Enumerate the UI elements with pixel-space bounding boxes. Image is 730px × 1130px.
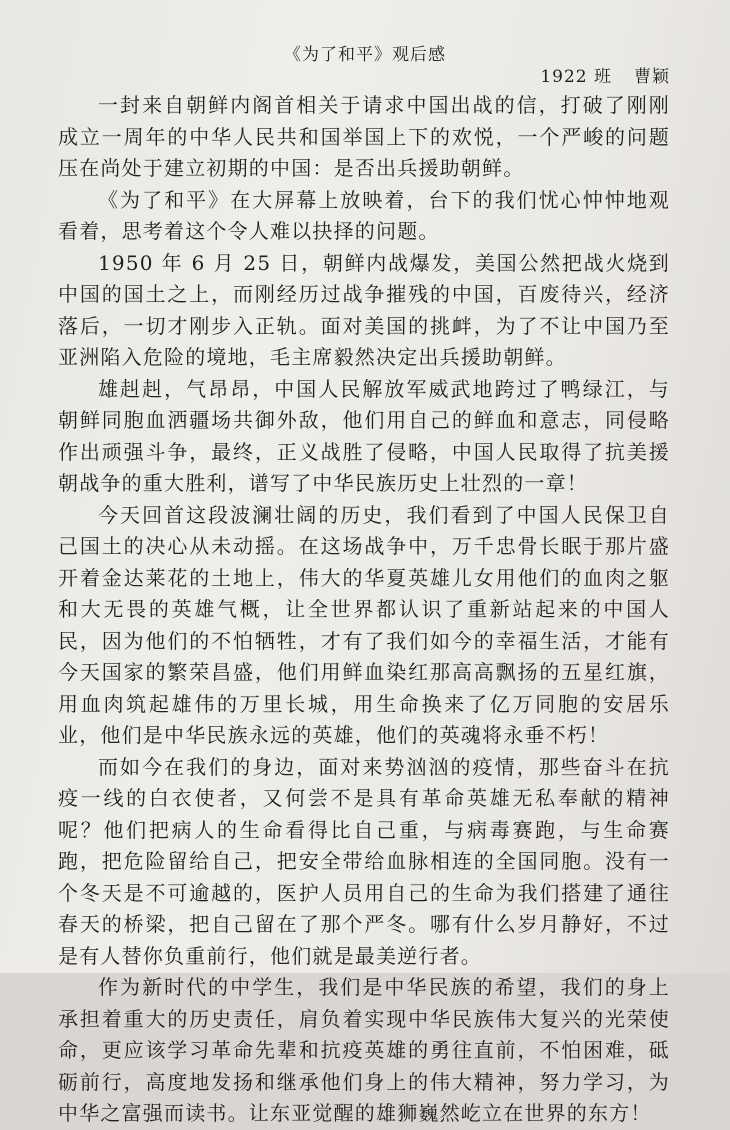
author-name: 曹颖 — [634, 67, 670, 87]
paragraph-6: 而如今在我们的身边，面对来势汹汹的疫情，那些奋斗在抗疫一线的白衣使者，又何尝不是具有革命英雄无私奉献的精神呢？他们把病人的生命看得比自己重，与病毒赛跑，与生命赛跑，把危险留给自己，把安全带给血脉相连的全国同胞。没有一个冬天是不可逾越的，医护人员用自己的生命为我们搭建了通往春天的桥梁，把自己留在了那个严冬。哪有什么岁月静好，不过是有人替你负重前行，他们就是最美逆行者。 — [58, 754, 670, 968]
essay-title: 《为了和平》观后感 — [284, 45, 446, 65]
paragraph-2: 《为了和平》在大屏幕上放映着，台下的我们忧心忡忡地观看着，思考着这个令人难以抉择的问题。 — [58, 187, 670, 243]
class-label: 1922 班 — [540, 67, 612, 87]
essay-body — [58, 90, 670, 1130]
paragraph-5: 今天回首这段波澜壮阔的历史，我们看到了中国人民保卫自己国土的决心从未动摇。在这场战争中，万千忠骨长眠于那片盛开着金达莱花的土地上，伟大的华夏英雄儿女用他们的血肉之躯和大无畏的英雄气概，让全世界都认识了重新站起来的中国人民，因为他们的不怕牺牲，才有了我们如今的幸福生活，才能有今天国家的繁荣昌盛，他们用鲜血染红那高高飘扬的五星红旗，用血肉筑起雄伟的万里长城，用生命换来了亿万同胞的安居乐业，他们是中华民族永远的英雄，他们的英魂将永垂不朽！ — [58, 502, 670, 747]
paragraph-7: 作为新时代的中学生，我们是中华民族的希望，我们的身上承担着重大的历史责任，肩负着实现中华民族伟大复兴的光荣使命，更应该学习革命先辈和抗疫英雄的勇往直前，不怕困难，砥砺前行，高度地发扬和继承他们身上的伟大精神，努力学习，为中华之富强而读书。让东亚觉醒的雄狮巍然屹立在世界的东方！ — [58, 975, 670, 1125]
paragraph-3: 1950 年 6 月 25 日，朝鲜内战爆发，美国公然把战火烧到中国的国土之上，而刚经历过战争摧残的中国，百废待兴，经济落后，一切才刚步入正轨。面对美国的挑衅，为了不让中国乃至亚洲陷入危险的境地，毛主席毅然决定出兵援助朝鲜。 — [58, 250, 670, 369]
paragraph-1: 一封来自朝鲜内阁首相关于请求中国出战的信，打破了刚刚成立一周年的中华人民共和国举国上下的欢悦，一个严峻的问题压在尚处于建立初期的中国：是否出兵援助朝鲜。 — [58, 93, 670, 180]
paragraph-4: 雄赳赳，气昂昂，中国人民解放军威武地跨过了鸭绿江，与朝鲜同胞血洒疆场共御外敌，他们用自己的鲜血和意志，同侵略作出顽强斗争，最终，正义战胜了侵略，中国人民取得了抗美援朝战争的重大胜利，谱写了中华民族历史上壮烈的一章！ — [58, 376, 670, 495]
byline — [540, 62, 670, 87]
